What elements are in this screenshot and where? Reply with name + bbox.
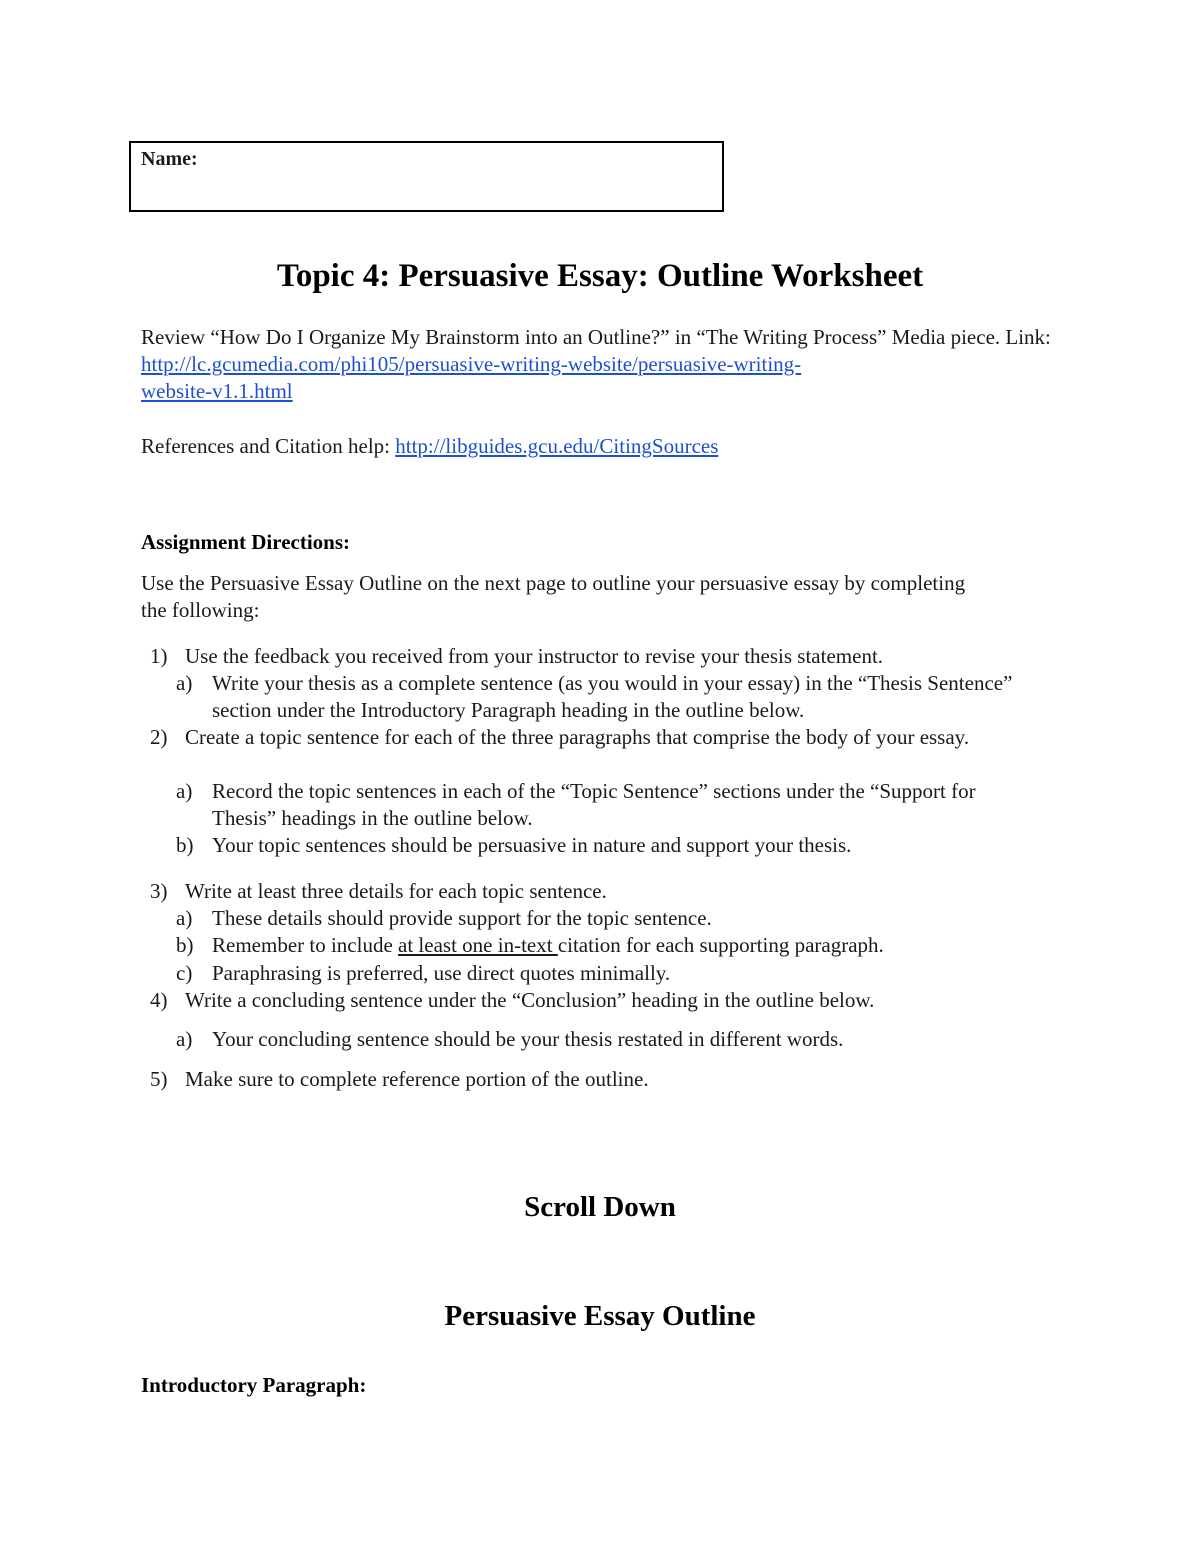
review-text: Review “How Do I Organize My Brainstorm into an Outline?” in “The Writing Process” Media piece. Link: — [141, 325, 1051, 349]
page-title: Topic 4: Persuasive Essay: Outline Worksheet — [276, 258, 924, 294]
references-paragraph — [141, 433, 1061, 460]
name-label: Name: — [141, 148, 198, 170]
references-text: References and Citation help: — [141, 434, 396, 458]
media-link[interactable]: http://lc.gcumedia.com/phi105/persuasive-writing-website/persuasive-writing- website-v1.1.html — [141, 352, 802, 403]
citation-help-link[interactable]: http://libguides.gcu.edu/CitingSources — [395, 434, 719, 458]
scroll-down-heading: Scroll Down — [524, 1191, 676, 1223]
name-field-box[interactable] — [129, 141, 724, 212]
outline-title: Persuasive Essay Outline — [444, 1300, 756, 1332]
directions-intro: Use the Persuasive Essay Outline on the next page to outline your persuasive essay by completing the following: — [141, 571, 966, 622]
directions-heading: Assignment Directions: — [141, 530, 351, 554]
review-paragraph — [141, 324, 1061, 405]
introductory-paragraph-heading: Introductory Paragraph: — [141, 1373, 367, 1397]
